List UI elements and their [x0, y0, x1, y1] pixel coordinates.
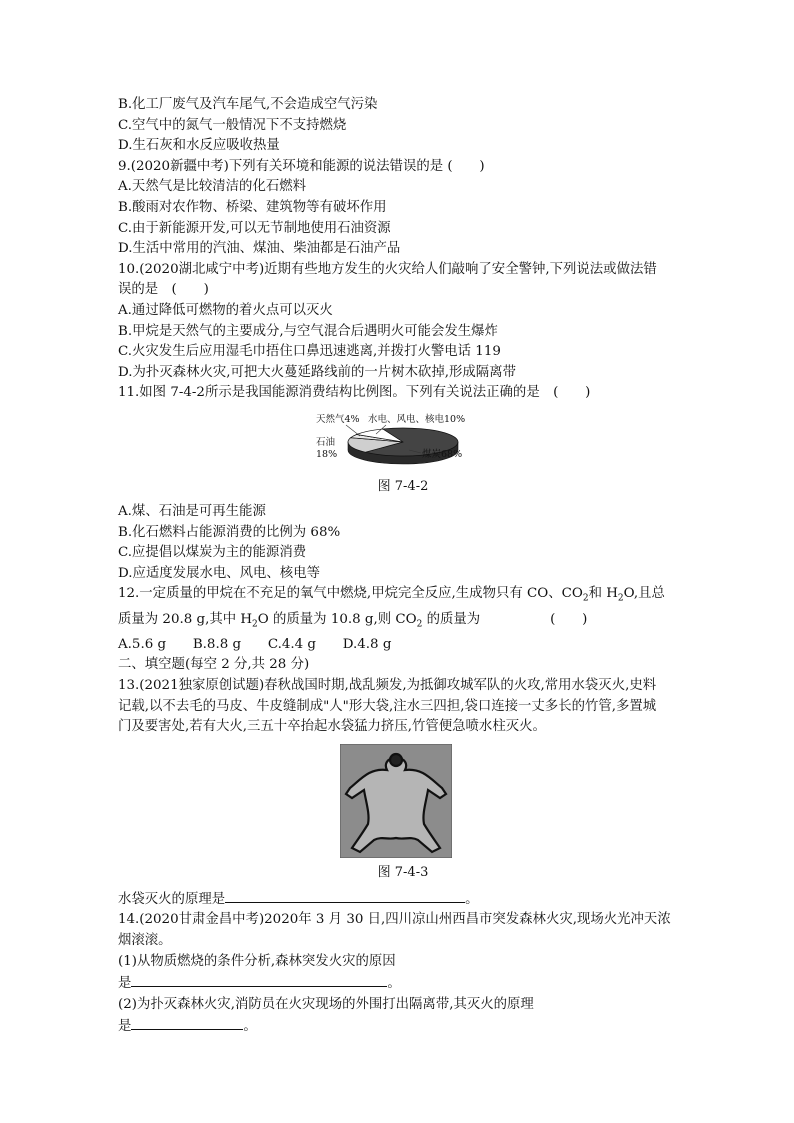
q11-option-b: B.化石燃料占能源消费的比例为 68% [118, 524, 341, 540]
q13-end-mark: 。 [465, 891, 479, 907]
figure-7-4-2-caption: 图 7-4-2 [377, 478, 429, 494]
subscript: 2 [582, 593, 589, 604]
q10-option-b: B.甲烷是天然气的主要成分,与空气混合后遇明火可能会发生爆炸 [118, 323, 498, 339]
water-bag-figure [340, 744, 452, 858]
section-2-heading: 二、填空题(每空 2 分,共 28 分) [118, 657, 310, 673]
q10-option-d: D.为扑灭森林火灾,可把大火蔓延路线前的一片树木砍掉,形成隔离带 [118, 364, 516, 380]
q14-part2-answer [118, 1015, 688, 1038]
q12-options: A.5.6 g B.8.8 g C.4.4 g D.4.8 g [118, 636, 392, 652]
q14-part2-blank[interactable] [131, 1015, 243, 1030]
q14-stem-line1: 14.(2020甘肃金昌中考)2020年 3 月 30 日,四川凉山州西昌市突发森林火灾,现场火光冲天浓 [118, 912, 671, 928]
q11-option-c: C.应提倡以煤炭为主的能源消费 [118, 545, 307, 561]
q8-option-c: C.空气中的氮气一般情况下不支持燃烧 [118, 117, 347, 133]
subscript: 2 [416, 619, 423, 630]
energy-pie-chart [118, 406, 688, 476]
pie-label-hydro-wind-nuclear: 水电、风电、核电10% [368, 413, 466, 425]
q10-stem-line1: 10.(2020湖北咸宁中考)近期有些地方发生的火灾给人们敲响了安全警钟,下列说法或做法错 [118, 261, 657, 277]
energy-pie-svg [118, 406, 688, 476]
q14-part2-text: (2)为扑灭森林火灾,消防员在火灾现场的外围打出隔离带,其灭火的原理 [118, 996, 534, 1012]
q14-part1-blank[interactable] [131, 972, 387, 987]
q9-option-c: C.由于新能源开发,可以无节制地使用石油资源 [118, 220, 391, 236]
q10-stem-line2: 误的是 ( ) [118, 282, 209, 298]
q11-option-d: D.应适度发展水电、风电、核电等 [118, 565, 320, 581]
pie-label-oil: 石油 [316, 436, 336, 448]
q12-text: 和 H [588, 586, 618, 602]
q12-stem-line1 [118, 584, 688, 609]
q12-answer-paren: ( ) [550, 611, 588, 627]
pie-label-coal: 煤炭68% [422, 448, 463, 460]
pie-label-oil-percent: 18% [316, 448, 338, 460]
q14-part1-is: 是 [118, 976, 132, 992]
q8-option-b: B.化工厂废气及汽车尾气,不会造成空气污染 [118, 97, 378, 112]
q13-answer-blank[interactable] [225, 888, 465, 903]
q14-part1-end: 。 [387, 976, 401, 992]
q13-stem-line1: 13.(2021独家原创试题)春秋战国时期,战乱频发,为抵御攻城军队的火攻,常用水袋灭火,史料 [118, 678, 657, 693]
subscript: 2 [617, 593, 624, 604]
subscript: 2 [252, 619, 258, 630]
q11-stem: 11.如图 7-4-2所示是我国能源消费结构比例图。下列有关说法正确的是 ( ) [118, 385, 591, 401]
q12-stem-line2 [118, 610, 688, 635]
pie-label-natural-gas: 天然气4% [316, 413, 360, 425]
q8-option-d: D.生石灰和水反应吸收热量 [118, 138, 280, 154]
q9-stem: 9.(2020新疆中考)下列有关环境和能源的说法错误的是 ( ) [118, 158, 485, 174]
q9-option-b: B.酸雨对农作物、桥梁、建筑物等有破坏作用 [118, 199, 387, 215]
q13-question-text: 水袋灭火的原理是 [118, 891, 226, 907]
q14-part2-is: 是 [118, 1019, 132, 1035]
q14-part2-end: 。 [243, 1019, 257, 1035]
q10-option-c: C.火灾发生后应用湿毛巾捂住口鼻迅速逃离,并拨打火警电话 119 [118, 344, 501, 360]
q13-stem-line3: 门及要害处,若有大火,三五十卒抬起水袋猛力挤压,竹管便急喷水柱灭火。 [118, 719, 546, 735]
exam-page [118, 95, 688, 1038]
q14-part1-answer [118, 972, 688, 995]
q12-text: O,且总 [623, 586, 665, 602]
pie-leader-natural-gas [346, 425, 360, 436]
q9-option-d: D.生活中常用的汽油、煤油、柴油都是石油产品 [118, 241, 401, 257]
q12-text: 质量为 20.8 g,其中 H [118, 611, 253, 627]
q12-text: O 的质量为 10.8 g,则 CO [257, 611, 417, 627]
figure-7-4-3-caption: 图 7-4-3 [377, 864, 429, 880]
q13-stem-line2: 记载,以不去毛的马皮、牛皮缝制成"人"形大袋,注水三四担,袋口连接一丈多长的竹管,多置城 [118, 698, 657, 714]
q12-text: 的质量为 [422, 611, 481, 627]
q13-question [118, 888, 688, 911]
q10-option-a: A.通过降低可燃物的着火点可以灭火 [118, 302, 333, 318]
q14-part1-text: (1)从物质燃烧的条件分析,森林突发火灾的原因 [118, 953, 396, 969]
q9-option-a: A.天然气是比较清洁的化石燃料 [118, 179, 307, 195]
q11-option-a: A.煤、石油是可再生能源 [118, 503, 266, 519]
q14-stem-line2: 烟滚滚。 [118, 932, 172, 948]
q12-text: 12.一定质量的甲烷在不充足的氧气中燃烧,甲烷完全反应,生成物只有 CO、CO [118, 586, 583, 602]
